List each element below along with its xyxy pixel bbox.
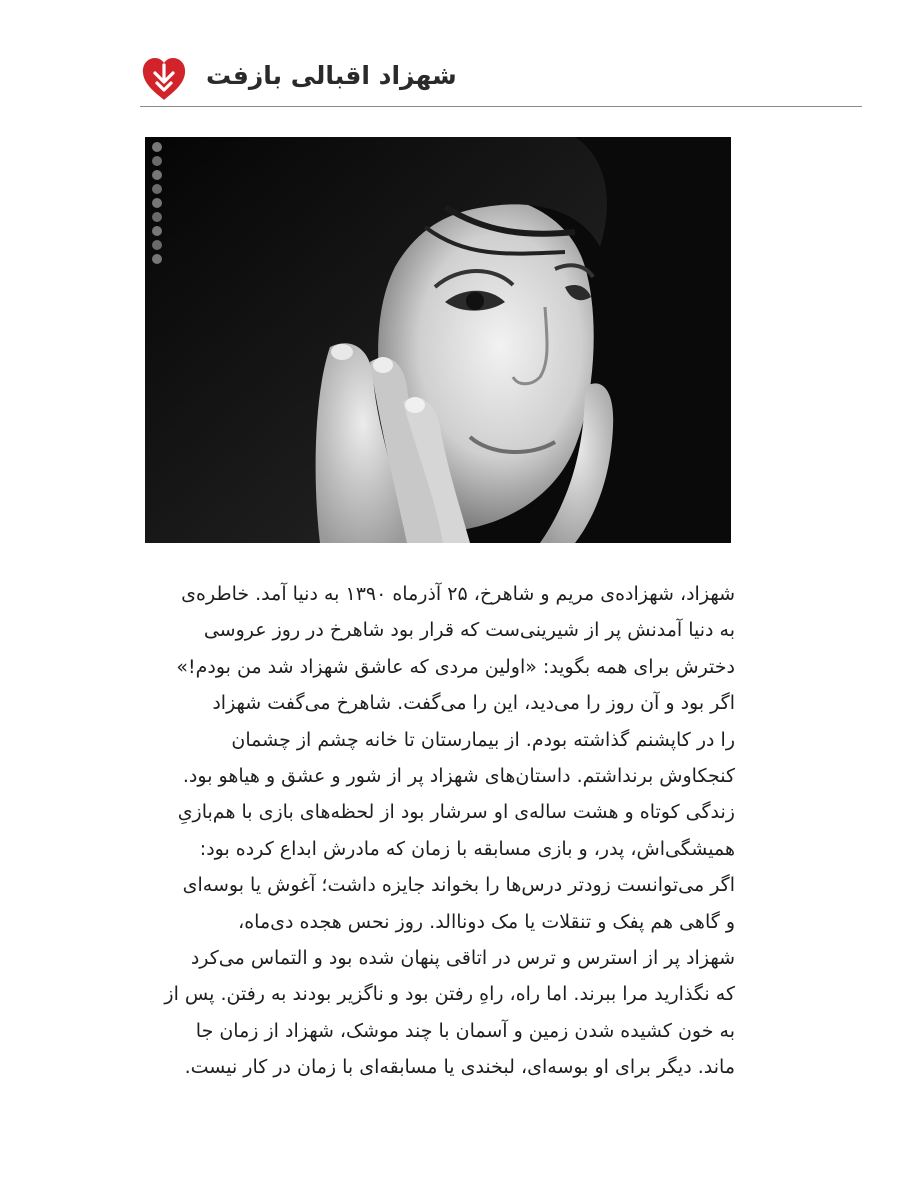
article-line: دخترش برای همه بگوید: «اولین مردی که عاشق شهزاد شد من بودم!» bbox=[176, 655, 735, 678]
article-line: زندگی کوتاه و هشت ساله‌ی او سرشار بود از لحظه‌های بازی با هم‌بازیِ bbox=[177, 801, 735, 824]
author-name-title: شهزاد اقبالی بازفت bbox=[206, 61, 457, 90]
header-divider bbox=[140, 106, 862, 107]
article-header bbox=[140, 48, 862, 106]
article-line: که نگذارید مرا ببرند. اما راه، راهِ رفتن بود و ناگزیر بودند به رفتن. پس از bbox=[164, 983, 735, 1006]
article-line: کنجکاوش برنداشتم. داستان‌های شهزاد پر از شور و عشق و هیاهو بود. bbox=[182, 765, 735, 788]
article-line: شهزاد، شهزاده‌ی مریم و شاهرخ، ۲۵ آذرماه ۱۳۹۰ به دنیا آمد. خاطره‌ی bbox=[181, 583, 735, 605]
hair-clip-beads bbox=[152, 142, 162, 264]
heart-logo-icon bbox=[140, 56, 188, 102]
article-body bbox=[145, 576, 735, 1086]
article-line: و گاهی هم پفک و تنقلات یا مک دوناالد. روز نحس هجده دی‌ماه، bbox=[238, 910, 735, 933]
article-line: اگر بود و آن روز را می‌دید، این را می‌گفت. شاهرخ می‌گفت شهزاد bbox=[212, 692, 735, 715]
article-line: اگر می‌توانست زودتر درس‌ها را بخواند جایزه داشت؛ آغوش یا بوسه‌ای bbox=[182, 874, 735, 897]
article-line: به دنیا آمدنش پر از شیرینی‌ست که قرار بود شاهرخ در روز عروسی bbox=[203, 619, 735, 642]
article-line: را در کاپشنم گذاشته بودم. از بیمارستان تا خانه چشم از چشمان bbox=[231, 728, 735, 751]
article-line: ماند. دیگر برای او بوسه‌ای، لبخندی یا مسابقه‌ای با زمان در کار نیست. bbox=[184, 1056, 735, 1079]
article-line: شهزاد پر از استرس و ترس در اتاقی پنهان شده بود و التماس می‌کرد bbox=[190, 947, 735, 970]
article-line: به خون کشیده شدن زمین و آسمان با چند موشک، شهزاد از زمان جا bbox=[195, 1019, 735, 1042]
girl-portrait-photo bbox=[145, 137, 731, 543]
article-line: همیشگی‌اش، پدر، و بازی مسابقه با زمان که مادرش ابداع کرده بود: bbox=[199, 837, 735, 860]
